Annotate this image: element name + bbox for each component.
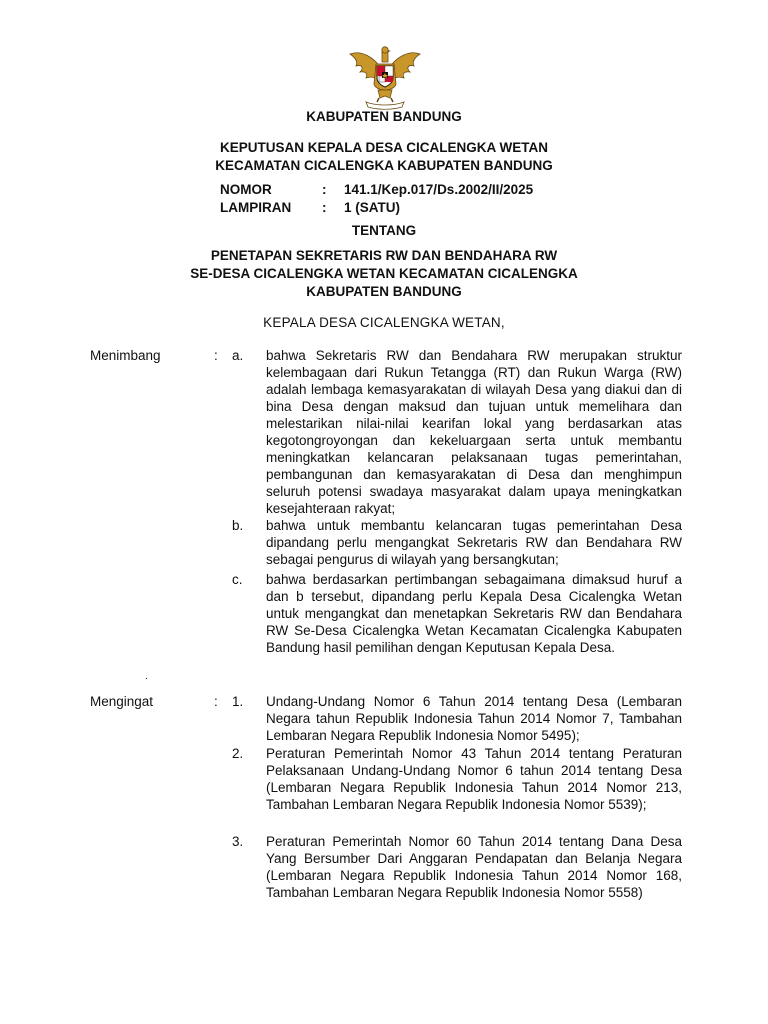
nomor-row bbox=[220, 181, 533, 199]
penetapan-heading bbox=[0, 247, 768, 301]
menimbang-colon: : bbox=[214, 348, 218, 363]
item-text: Undang-Undang Nomor 6 Tahun 2014 tentang Desa (Lembaran Negara tahun Republik Indonesia Tahun 2014 Nomor 7, Tambahan Lembaran Negara Republik Indonesia Nomor 5495); bbox=[266, 694, 682, 743]
keputusan-heading bbox=[0, 139, 768, 175]
document-meta bbox=[220, 181, 533, 217]
mengingat-colon: : bbox=[214, 694, 218, 709]
nomor-colon: : bbox=[322, 182, 327, 197]
item-marker: b. bbox=[232, 518, 244, 533]
item-marker: c. bbox=[232, 572, 243, 587]
nomor-value: 141.1/Kep.017/Ds.2002/II/2025 bbox=[344, 182, 534, 197]
menimbang-label: Menimbang bbox=[90, 348, 161, 363]
item-marker: 1. bbox=[232, 694, 244, 709]
item-marker: 2. bbox=[232, 746, 244, 761]
item-text: bahwa Sekretaris RW dan Bendahara RW merupakan struktur kelembagaan dari Rukun Tetangga (RT) dan Rukun Warga (RW) adalah lembaga kemasyarakatan di wilayah Desa yang diakui dan di bina Desa dengan maksud dan tujuan untuk memelihara dan melestarikan nilai-nilai kearifan lokal yang berdasarkan atas kegotongroyongan dan kekeluargaan serta untuk membantu meningkatkan kelancaran pelaksanaan tugas pemerintahan, pembangunan dan kemasyarakatan di Desa dan menghimpun seluruh potensi swadaya masyarakat dalam upaya meningkatkan kesejahteraan rakyat; bbox=[266, 348, 682, 516]
nomor-label: NOMOR bbox=[220, 182, 272, 197]
lampiran-value: 1 (SATU) bbox=[344, 200, 400, 215]
penetapan-line-1: PENETAPAN SEKRETARIS RW DAN BENDAHARA RW bbox=[210, 248, 558, 263]
lampiran-colon: : bbox=[322, 200, 327, 215]
tentang-text: TENTANG bbox=[351, 223, 417, 238]
separator-dot: . bbox=[145, 671, 148, 682]
lampiran-label: LAMPIRAN bbox=[220, 200, 292, 215]
item-text: Peraturan Pemerintah Nomor 43 Tahun 2014 tentang Peraturan Pelaksanaan Undang-Undang Nomor 6 tahun 2014 tentang Desa (Lembaran Negara Republik Indonesia Tahun 2014 Nomor 213, Tambahan Lembaran Negara Republik Indonesia Nomor 5539); bbox=[266, 746, 682, 812]
mengingat-label: Mengingat bbox=[90, 694, 154, 709]
garuda-emblem-icon bbox=[346, 44, 424, 110]
item-text: bahwa berdasarkan pertimbangan sebagaimana dimaksud huruf a dan b tersebut, dipandang perlu Kepala Desa Cicalengka Wetan untuk mengangkat dan menetapkan Sekretaris RW dan Bendahara RW Se-Desa Cicalengka Wetan Kecamatan Cicalengka Kabupaten Bandung hasil pemilihan dengan Keputusan Kepala Desa. bbox=[266, 572, 682, 655]
penetapan-line-3: KABUPATEN BANDUNG bbox=[306, 284, 462, 299]
kepala-desa-heading bbox=[0, 314, 768, 332]
tentang-heading bbox=[0, 222, 768, 240]
keputusan-line-2: KECAMATAN CICALENGKA KABUPATEN BANDUNG bbox=[215, 158, 553, 173]
kabupaten-title bbox=[0, 108, 768, 126]
item-marker: a. bbox=[232, 348, 244, 363]
keputusan-line-1: KEPUTUSAN KEPALA DESA CICALENGKA WETAN bbox=[219, 140, 548, 155]
item-text: bahwa untuk membantu kelancaran tugas pemerintahan Desa dipandang perlu mengangkat Sekretaris RW dan Bendahara RW sebagai pengurus di wilayah yang bersangkutan; bbox=[266, 518, 682, 567]
lampiran-row bbox=[220, 199, 533, 217]
kepala-desa-text: KEPALA DESA CICALENGKA WETAN, bbox=[263, 315, 505, 330]
item-marker: 3. bbox=[232, 834, 244, 849]
penetapan-line-2: SE-DESA CICALENGKA WETAN KECAMATAN CICALENGKA bbox=[190, 266, 578, 281]
item-text: Peraturan Pemerintah Nomor 60 Tahun 2014 tentang Dana Desa Yang Bersumber Dari Anggaran Pendapatan dan Belanja Negara (Lembaran Negara Republik Indonesia Tahun 2014 Nomor 168, Tambahan Lembaran Negara Republik Indonesia Nomor 5558) bbox=[266, 834, 682, 900]
kabupaten-title-text: KABUPATEN BANDUNG bbox=[306, 109, 462, 124]
